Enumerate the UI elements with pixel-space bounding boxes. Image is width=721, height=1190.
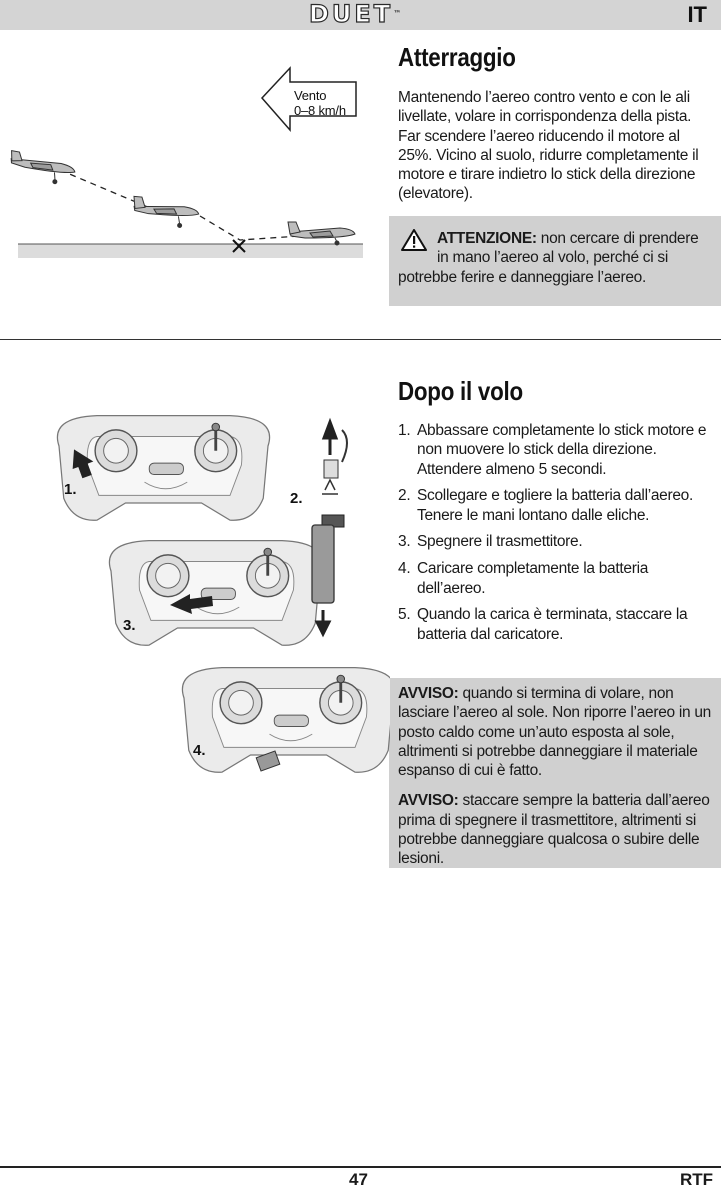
- page-number: 47: [349, 1170, 368, 1189]
- figure-label: 3.: [123, 617, 136, 634]
- notice-box: [389, 678, 721, 868]
- warning-box: [389, 216, 721, 306]
- airplane-icon: [132, 196, 200, 229]
- after-flight-title: Dopo il volo: [398, 376, 523, 406]
- airplane-icon: [288, 222, 355, 245]
- language-code: IT: [687, 2, 707, 27]
- wind-label: Vento 0–8 km/h: [294, 88, 346, 118]
- list-item: 5. Quando la carica è terminata, staccare la batteria dal caricatore.: [398, 606, 688, 643]
- list-item: 2. Scollegare e togliere la batteria dall’aereo. Tenere le mani lontano dalle eliche.: [398, 487, 694, 524]
- transmitter-icon: [182, 668, 390, 773]
- landing-paragraph: Mantenendo l’aereo contro vento e con le ali livellate, volare in corrispondenza della pista. Far scendere l’aereo riducendo il motore al 25%. Vicino al suolo, ridurre completamente il motore e tirare indietro lo stick della direzione (elevatore).: [398, 89, 699, 203]
- section-divider: [0, 339, 721, 340]
- figure-label: 4.: [193, 742, 206, 759]
- warning-label: ATTENZIONE:: [437, 230, 537, 247]
- runway-ground: [18, 244, 363, 258]
- warning-triangle-icon: [401, 229, 427, 251]
- after-flight-steps: [398, 421, 714, 651]
- duet-logo: DUET™: [309, 0, 402, 28]
- notice-paragraph: AVVISO: quando si termina di volare, non lasciare l’aereo al sole. Non riporre l’aereo in un posto caldo come un’auto esposta al sole, altrimenti si potrebbe danneggiare il materiale espanso di cui è fatto.: [398, 685, 711, 780]
- figure-label: 1.: [64, 481, 77, 498]
- list-item: 4. Caricare completamente la batteria dell’aereo.: [398, 560, 649, 597]
- list-item: 1. Abbassare completamente lo stick motore e non muovere lo stick della direzione. Attendere almeno 5 secondi.: [398, 422, 707, 478]
- battery-icon: [312, 422, 347, 634]
- transmitter-icon: [109, 541, 321, 646]
- figure-label: 2.: [290, 490, 303, 507]
- warning-text: non cercare di prendere in mano l’aereo al volo, perché ci si potrebbe ferire e danneggiare l’aereo.: [398, 230, 699, 286]
- landing-title: Atterraggio: [398, 42, 516, 72]
- footer-rule: [0, 1166, 721, 1168]
- footer-tag: RTF: [679, 1170, 713, 1189]
- notice-paragraph: AVVISO: staccare sempre la batteria dall’aereo prima di spegnere il trasmettitore, altrimenti si potrebbe danneggiare qualcosa o subire delle lesioni.: [398, 792, 710, 868]
- after-flight-illustration: [30, 400, 390, 820]
- airplane-icon: [7, 151, 76, 187]
- flight-path: [60, 170, 300, 240]
- list-item: 3. Spegnere il trasmettitore.: [398, 533, 583, 551]
